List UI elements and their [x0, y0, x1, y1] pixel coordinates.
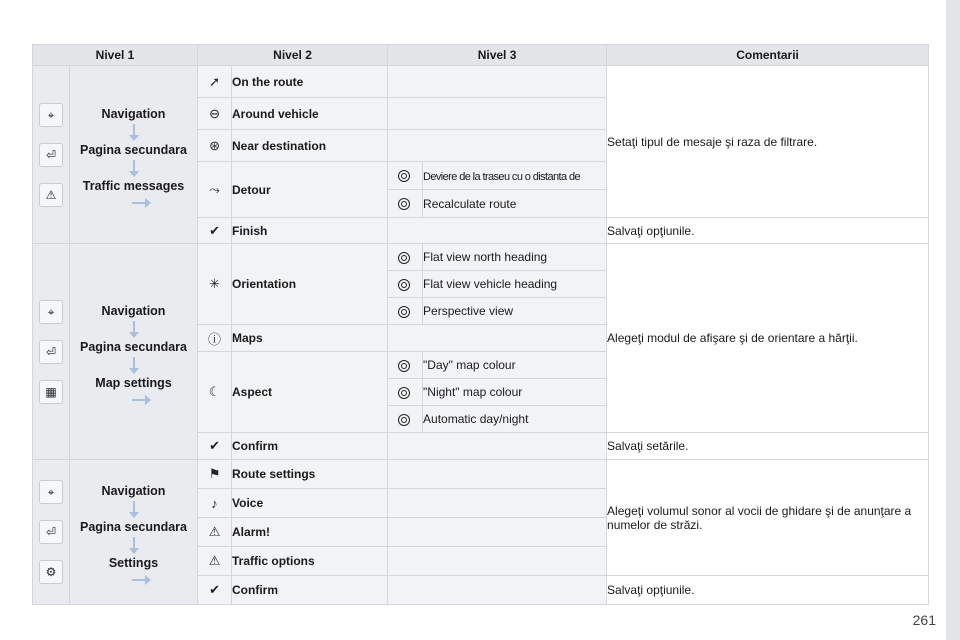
arrow-down-icon — [133, 357, 135, 369]
compass-icon: ✳ — [198, 244, 232, 325]
nav-icons-cell — [33, 66, 70, 244]
level3-empty — [388, 460, 607, 489]
level3-empty — [388, 218, 607, 244]
comment-cell: Salvaţi setările. — [607, 433, 929, 460]
radio-icon — [388, 244, 423, 271]
arrow-right-icon — [132, 202, 146, 204]
row-label: Traffic options — [232, 547, 388, 576]
row-label: Route settings — [232, 460, 388, 489]
settings-gear-icon: ⚙ — [39, 560, 63, 584]
row-label: On the route — [232, 66, 388, 98]
level3-option: Recalculate route — [423, 190, 607, 218]
row-label: Aspect — [232, 352, 388, 433]
voice-icon: ♪ — [198, 489, 232, 518]
level3-option: Flat view vehicle heading — [423, 271, 607, 298]
arrow-right-icon — [132, 399, 146, 401]
row-label: Near destination — [232, 130, 388, 162]
crosshair-icon: ⌖ — [39, 480, 63, 504]
level3-option: Automatic day/night — [423, 406, 607, 433]
nav-level-3: Map settings — [95, 375, 172, 390]
table-row — [33, 66, 929, 98]
nav-path-cell — [70, 460, 198, 605]
flag-icon: ⚑ — [198, 460, 232, 489]
level3-empty — [388, 98, 607, 130]
header-nivel-3: Nivel 3 — [388, 45, 607, 66]
nav-level-2: Pagina secundara — [80, 142, 187, 157]
level3-option: Flat view north heading — [423, 244, 607, 271]
right-edge-bar — [946, 0, 960, 640]
nav-level-1: Navigation — [101, 303, 166, 318]
header-nivel-2: Nivel 2 — [198, 45, 388, 66]
level3-empty — [388, 433, 607, 460]
row-label: Confirm — [232, 576, 388, 605]
crosshair-icon: ⌖ — [39, 300, 63, 324]
nav-level-1: Navigation — [101, 106, 166, 121]
nav-path-cell — [70, 244, 198, 460]
day-night-icon: ☾ — [198, 352, 232, 433]
nav-level-3: Traffic messages — [82, 178, 185, 193]
level3-empty — [388, 547, 607, 576]
level3-empty — [388, 518, 607, 547]
row-label: Orientation — [232, 244, 388, 325]
comment-cell: Salvaţi opţiunile. — [607, 218, 929, 244]
nav-path-cell — [70, 66, 198, 244]
radio-icon — [388, 379, 423, 406]
nav-level-2: Pagina secundara — [80, 339, 187, 354]
level3-empty — [388, 66, 607, 98]
alarm-triangle-icon: ⚠ — [198, 518, 232, 547]
check-icon: ✔ — [198, 576, 232, 605]
row-label: Confirm — [232, 433, 388, 460]
arrow-right-icon — [132, 579, 146, 581]
row-label: Alarm! — [232, 518, 388, 547]
menu-back-icon: ⏎ — [39, 520, 63, 544]
check-icon: ✔ — [198, 218, 232, 244]
level3-empty — [388, 489, 607, 518]
header-nivel-1: Nivel 1 — [33, 45, 198, 66]
check-icon: ✔ — [198, 433, 232, 460]
detour-icon: ⤳ — [198, 162, 232, 218]
settings-table — [32, 44, 929, 605]
table-row — [33, 244, 929, 271]
nav-icons-cell — [33, 244, 70, 460]
row-label: Detour — [232, 162, 388, 218]
level3-empty — [388, 576, 607, 605]
nav-level-3: Settings — [108, 556, 159, 570]
arrow-down-icon — [133, 160, 135, 172]
level3-empty — [388, 130, 607, 162]
route-arrow-icon: ➚ — [198, 66, 232, 98]
row-label: Maps — [232, 325, 388, 352]
row-label: Voice — [232, 489, 388, 518]
nav-level-1: Navigation — [101, 484, 166, 498]
level3-option: Perspective view — [423, 298, 607, 325]
arrow-down-icon — [133, 124, 135, 136]
menu-back-icon: ⏎ — [39, 143, 63, 167]
arrow-down-icon — [133, 501, 135, 513]
header-row — [33, 45, 929, 66]
nav-level-2: Pagina secundara — [80, 520, 187, 534]
arrow-down-icon — [133, 321, 135, 333]
level3-option: "Night" map colour — [423, 379, 607, 406]
nav-icons-cell — [33, 460, 70, 605]
destination-icon: ⊛ — [198, 130, 232, 162]
level3-option: "Day" map colour — [423, 352, 607, 379]
radio-icon — [388, 298, 423, 325]
radio-icon — [388, 352, 423, 379]
table-row — [33, 460, 929, 489]
radio-icon — [388, 271, 423, 298]
traffic-warning-icon: ⚠ — [39, 183, 63, 207]
level3-option: Deviere de la traseu cu o distanta de — [423, 162, 607, 190]
row-label: Around vehicle — [232, 98, 388, 130]
row-label: Finish — [232, 218, 388, 244]
map-grid-icon: ▦ — [39, 380, 63, 404]
comment-cell: Alegeţi volumul sonor al vocii de ghidare şi de anunţare a numelor de străzi. — [607, 460, 929, 576]
radio-icon — [388, 190, 423, 218]
radio-icon — [388, 162, 423, 190]
crosshair-icon: ⌖ — [39, 103, 63, 127]
page-number: 261 — [912, 612, 936, 628]
traffic-warning-icon: ⚠ — [198, 547, 232, 576]
menu-back-icon: ⏎ — [39, 340, 63, 364]
header-comentarii: Comentarii — [607, 45, 929, 66]
vehicle-circle-icon: ⊖ — [198, 98, 232, 130]
comment-cell: Alegeţi modul de afişare şi de orientare a hărţii. — [607, 244, 929, 433]
level3-empty — [388, 325, 607, 352]
comment-cell: Salvaţi opţiunile. — [607, 576, 929, 605]
radio-icon — [388, 406, 423, 433]
info-icon: ⓘ — [198, 325, 232, 352]
arrow-down-icon — [133, 537, 135, 549]
comment-cell: Setaţi tipul de mesaje şi raza de filtrare. — [607, 66, 929, 218]
